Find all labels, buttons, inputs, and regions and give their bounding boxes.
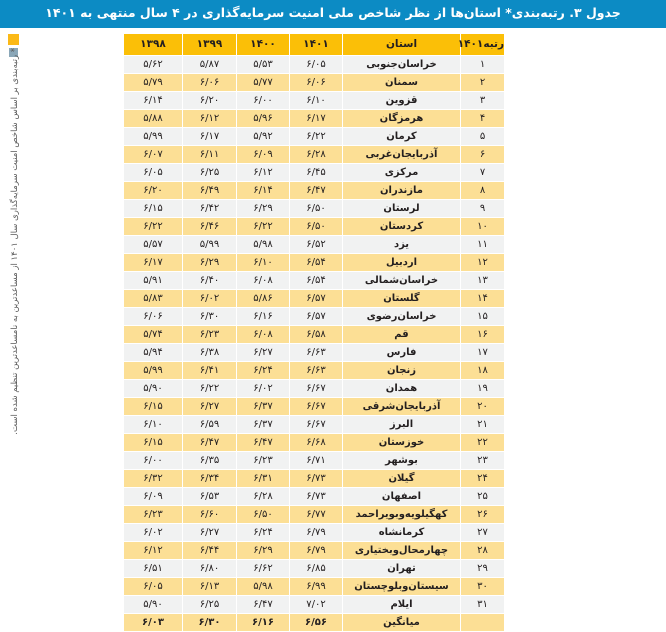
table-row xyxy=(124,146,504,163)
cell-province: مرکزی xyxy=(343,164,460,181)
column-header-1399: ۱۳۹۹ xyxy=(183,34,236,55)
cell-province: بوشهر xyxy=(343,452,460,469)
cell-value-1398: ۵/۹۰ xyxy=(124,596,182,613)
cell-province: کرمان xyxy=(343,128,460,145)
cell-value-1398: ۶/۱۲ xyxy=(124,542,182,559)
cell-value-1398: ۶/۲۰ xyxy=(124,182,182,199)
cell-value-1399: ۶/۲۷ xyxy=(183,398,236,415)
table-row xyxy=(124,434,504,451)
table-row xyxy=(124,110,504,127)
table-row xyxy=(124,272,504,289)
table-row xyxy=(124,488,504,505)
table-row-average xyxy=(124,614,504,631)
cell-value-1398: ۵/۹۹ xyxy=(124,362,182,379)
cell-value-1401: ۶/۰۶ xyxy=(290,74,342,91)
cell-value-1400: ۶/۳۷ xyxy=(237,416,289,433)
table-row xyxy=(124,182,504,199)
cell-province: خراسان‌شمالی xyxy=(343,272,460,289)
cell-rank: ۱۱ xyxy=(461,236,504,253)
cell-value-1400: ۵/۹۶ xyxy=(237,110,289,127)
cell-value-1399: ۶/۲۹ xyxy=(183,254,236,271)
cell-rank: ۱۹ xyxy=(461,380,504,397)
cell-rank: ۱۶ xyxy=(461,326,504,343)
table-row xyxy=(124,56,504,73)
cell-value-1400: ۶/۶۲ xyxy=(237,560,289,577)
cell-value-1401: ۶/۱۰ xyxy=(290,92,342,109)
cell-value-1399: ۶/۲۷ xyxy=(183,524,236,541)
cell-value-1398: ۶/۱۷ xyxy=(124,254,182,271)
cell-value-1398: ۶/۱۴ xyxy=(124,92,182,109)
cell-value-1401: ۶/۷۳ xyxy=(290,470,342,487)
cell-value-1400: ۵/۹۸ xyxy=(237,578,289,595)
cell-value-1398: ۶/۰۲ xyxy=(124,524,182,541)
table-row xyxy=(124,308,504,325)
cell-rank: ۲۲ xyxy=(461,434,504,451)
table-row xyxy=(124,596,504,613)
cell-value-1398: ۶/۲۳ xyxy=(124,506,182,523)
cell-value-1398: ۶/۱۵ xyxy=(124,398,182,415)
table-row xyxy=(124,578,504,595)
cell-province: اصفهان xyxy=(343,488,460,505)
cell-value-1399: ۶/۳۸ xyxy=(183,344,236,361)
cell-value-1398: ۵/۹۹ xyxy=(124,128,182,145)
table-row xyxy=(124,326,504,343)
cell-value-1399: ۶/۲۵ xyxy=(183,164,236,181)
cell-province: گیلان xyxy=(343,470,460,487)
cell-value-1398: ۶/۱۰ xyxy=(124,416,182,433)
cell-province: تهران xyxy=(343,560,460,577)
cell-value-1400: ۶/۲۴ xyxy=(237,362,289,379)
cell-value-1401: ۶/۵۲ xyxy=(290,236,342,253)
cell-value-1398: ۵/۹۴ xyxy=(124,344,182,361)
cell-value-1399: ۶/۱۲ xyxy=(183,110,236,127)
cell-value-1400: ۶/۲۳ xyxy=(237,452,289,469)
cell-value-1399: ۶/۲۵ xyxy=(183,596,236,613)
cell-province: زنجان xyxy=(343,362,460,379)
cell-value-1401: ۶/۰۵ xyxy=(290,56,342,73)
cell-province: خوزستان xyxy=(343,434,460,451)
cell-province: قم xyxy=(343,326,460,343)
cell-value-1399: ۶/۱۷ xyxy=(183,128,236,145)
cell-value-1398: ۵/۷۹ xyxy=(124,74,182,91)
cell-value-1400: ۶/۱۲ xyxy=(237,164,289,181)
cell-province: یزد xyxy=(343,236,460,253)
cell-rank: ۲ xyxy=(461,74,504,91)
cell-province: کردستان xyxy=(343,218,460,235)
cell-rank: ۱ xyxy=(461,56,504,73)
cell-value-1400: ۶/۰۲ xyxy=(237,380,289,397)
footnote-sidebar xyxy=(0,30,30,590)
cell-province: لرستان xyxy=(343,200,460,217)
table-row xyxy=(124,254,504,271)
column-header-1401: ۱۴۰۱ xyxy=(290,34,342,55)
cell-province: سمنان xyxy=(343,74,460,91)
cell-rank: ۲۹ xyxy=(461,560,504,577)
cell-value-1398: ۵/۹۱ xyxy=(124,272,182,289)
table-header xyxy=(124,34,504,55)
cell-value-1398: ۵/۸۳ xyxy=(124,290,182,307)
cell-province: فارس xyxy=(343,344,460,361)
cell-rank: ۲۶ xyxy=(461,506,504,523)
cell-province: آذربایجان‌شرقی xyxy=(343,398,460,415)
cell-rank: ۲۰ xyxy=(461,398,504,415)
column-header-rank: رتبه۱۴۰۱ xyxy=(461,34,504,55)
cell-value-1401: ۶/۲۲ xyxy=(290,128,342,145)
ranking-table xyxy=(123,33,505,632)
cell-value-1401: ۶/۶۷ xyxy=(290,380,342,397)
cell-rank: ۹ xyxy=(461,200,504,217)
cell-value-1398: ۶/۰۷ xyxy=(124,146,182,163)
cell-province: آذربایجان‌غربی xyxy=(343,146,460,163)
cell-value-1399: ۶/۳۰ xyxy=(183,308,236,325)
cell-province: قزوین xyxy=(343,92,460,109)
cell-value-1401: ۷/۰۲ xyxy=(290,596,342,613)
footnote-text: * رتبه‌بندی بر اساس شاخص امنیت سرمایه‌گذاری سال ۱۴۰۱ از مساعدترین به نامساعدترین تنظیم شده است. xyxy=(9,48,20,435)
cell-province: کرمانشاه xyxy=(343,524,460,541)
table-row xyxy=(124,416,504,433)
cell-value-1399: ۶/۵۹ xyxy=(183,416,236,433)
cell-value-1398: ۵/۷۴ xyxy=(124,326,182,343)
cell-province: خراسان‌جنوبی xyxy=(343,56,460,73)
table-row xyxy=(124,74,504,91)
cell-value-1398: ۵/۶۲ xyxy=(124,56,182,73)
cell-value-1400: ۶/۰۸ xyxy=(237,326,289,343)
cell-value-1401: ۶/۶۷ xyxy=(290,416,342,433)
cell-value-1401: ۶/۵۷ xyxy=(290,290,342,307)
page-title: جدول ۳. رتبه‌بندی* استان‌ها از نظر شاخص ملی امنیت سرمایه‌گذاری در ۴ سال منتهی به ۱۴۰۱ xyxy=(45,5,621,21)
cell-value-1399: ۶/۱۳ xyxy=(183,578,236,595)
column-header-1400: ۱۴۰۰ xyxy=(237,34,289,55)
cell-value-1400: ۶/۴۷ xyxy=(237,596,289,613)
cell-value-1400: ۶/۲۹ xyxy=(237,200,289,217)
square-marker-icon xyxy=(8,34,19,45)
cell-value-1399: ۶/۳۴ xyxy=(183,470,236,487)
cell-value-1401: ۶/۹۹ xyxy=(290,578,342,595)
cell-value-1398: ۵/۹۰ xyxy=(124,380,182,397)
cell-value-1399: ۶/۴۹ xyxy=(183,182,236,199)
cell-value-1401: ۶/۷۱ xyxy=(290,452,342,469)
cell-value-1398: ۶/۰۹ xyxy=(124,488,182,505)
cell-value-1399: ۶/۲۰ xyxy=(183,92,236,109)
cell-rank: ۳۰ xyxy=(461,578,504,595)
cell-value-1400: ۶/۰۰ xyxy=(237,92,289,109)
cell-value-1400: ۵/۹۸ xyxy=(237,236,289,253)
table-row xyxy=(124,506,504,523)
cell-rank: ۱۷ xyxy=(461,344,504,361)
cell-value-1399: ۶/۱۱ xyxy=(183,146,236,163)
cell-rank: ۲۳ xyxy=(461,452,504,469)
cell-value-1401: ۶/۵۸ xyxy=(290,326,342,343)
cell-province: خراسان‌رضوی xyxy=(343,308,460,325)
cell-rank: ۳ xyxy=(461,92,504,109)
cell-value-1400: ۶/۳۱ xyxy=(237,470,289,487)
cell-rank: ۱۵ xyxy=(461,308,504,325)
cell-value-1401: ۶/۷۹ xyxy=(290,542,342,559)
column-header-province: استان xyxy=(343,34,460,55)
cell-province: مازندران xyxy=(343,182,460,199)
cell-value-1399: ۶/۶۰ xyxy=(183,506,236,523)
cell-value-1398: ۵/۵۷ xyxy=(124,236,182,253)
cell-value-1401: ۶/۶۳ xyxy=(290,344,342,361)
cell-province: سیستان‌وبلوچستان xyxy=(343,578,460,595)
cell-average-rank xyxy=(461,614,504,631)
cell-province: کهگیلویه‌وبویراحمد xyxy=(343,506,460,523)
footnote-rotated-wrapper xyxy=(2,48,28,588)
cell-value-1400: ۶/۵۰ xyxy=(237,506,289,523)
cell-value-1398: ۶/۱۵ xyxy=(124,434,182,451)
table-row xyxy=(124,452,504,469)
cell-rank: ۲۷ xyxy=(461,524,504,541)
cell-value-1401: ۶/۸۵ xyxy=(290,560,342,577)
cell-rank: ۲۵ xyxy=(461,488,504,505)
cell-value-1400: ۶/۱۰ xyxy=(237,254,289,271)
cell-value-1401: ۶/۵۰ xyxy=(290,200,342,217)
cell-value-1400: ۶/۲۲ xyxy=(237,218,289,235)
cell-value-1399: ۶/۰۶ xyxy=(183,74,236,91)
cell-value-1401: ۶/۶۳ xyxy=(290,362,342,379)
table-row xyxy=(124,470,504,487)
table-row xyxy=(124,380,504,397)
table-row xyxy=(124,398,504,415)
cell-value-1400: ۶/۲۷ xyxy=(237,344,289,361)
cell-value-1401: ۶/۵۷ xyxy=(290,308,342,325)
cell-value-1401: ۶/۱۷ xyxy=(290,110,342,127)
cell-value-1400: ۶/۲۴ xyxy=(237,524,289,541)
cell-value-1400: ۶/۳۷ xyxy=(237,398,289,415)
table-row xyxy=(124,542,504,559)
cell-average-value-1400: ۶/۱۶ xyxy=(237,614,289,631)
table-body xyxy=(124,56,504,631)
cell-rank: ۱۴ xyxy=(461,290,504,307)
cell-province: همدان xyxy=(343,380,460,397)
cell-value-1398: ۶/۰۰ xyxy=(124,452,182,469)
cell-province: اردبیل xyxy=(343,254,460,271)
cell-value-1400: ۶/۱۶ xyxy=(237,308,289,325)
cell-value-1401: ۶/۷۳ xyxy=(290,488,342,505)
cell-rank: ۱۳ xyxy=(461,272,504,289)
cell-average-province: میانگین xyxy=(343,614,460,631)
table-row xyxy=(124,344,504,361)
cell-rank: ۱۲ xyxy=(461,254,504,271)
cell-rank: ۲۱ xyxy=(461,416,504,433)
cell-value-1399: ۶/۴۲ xyxy=(183,200,236,217)
cell-value-1398: ۶/۱۵ xyxy=(124,200,182,217)
cell-value-1399: ۵/۸۷ xyxy=(183,56,236,73)
cell-value-1401: ۶/۵۰ xyxy=(290,218,342,235)
cell-rank: ۸ xyxy=(461,182,504,199)
cell-rank: ۳۱ xyxy=(461,596,504,613)
table-row xyxy=(124,560,504,577)
cell-value-1398: ۶/۰۵ xyxy=(124,164,182,181)
cell-rank: ۲۸ xyxy=(461,542,504,559)
cell-value-1399: ۶/۴۱ xyxy=(183,362,236,379)
table-row xyxy=(124,164,504,181)
cell-value-1401: ۶/۶۷ xyxy=(290,398,342,415)
cell-value-1399: ۶/۳۵ xyxy=(183,452,236,469)
table-row xyxy=(124,92,504,109)
table-row xyxy=(124,128,504,145)
cell-value-1399: ۶/۴۷ xyxy=(183,434,236,451)
cell-value-1399: ۶/۰۲ xyxy=(183,290,236,307)
cell-value-1400: ۵/۷۷ xyxy=(237,74,289,91)
cell-average-value-1399: ۶/۳۰ xyxy=(183,614,236,631)
cell-value-1398: ۶/۳۲ xyxy=(124,470,182,487)
cell-rank: ۶ xyxy=(461,146,504,163)
table-row xyxy=(124,218,504,235)
table-row xyxy=(124,524,504,541)
table-header-row xyxy=(124,34,504,55)
column-header-1398: ۱۳۹۸ xyxy=(124,34,182,55)
cell-province: چهارمحال‌وبختیاری xyxy=(343,542,460,559)
table-row xyxy=(124,236,504,253)
table-row xyxy=(124,200,504,217)
cell-value-1399: ۶/۵۳ xyxy=(183,488,236,505)
cell-value-1398: ۶/۵۱ xyxy=(124,560,182,577)
cell-rank: ۵ xyxy=(461,128,504,145)
cell-province: ایلام xyxy=(343,596,460,613)
cell-value-1400: ۶/۰۹ xyxy=(237,146,289,163)
cell-rank: ۴ xyxy=(461,110,504,127)
cell-rank: ۲۴ xyxy=(461,470,504,487)
cell-value-1401: ۶/۴۵ xyxy=(290,164,342,181)
cell-value-1401: ۶/۷۷ xyxy=(290,506,342,523)
cell-rank: ۱۰ xyxy=(461,218,504,235)
table-row xyxy=(124,362,504,379)
cell-value-1398: ۵/۸۸ xyxy=(124,110,182,127)
table-title-bar xyxy=(0,0,666,28)
cell-value-1400: ۶/۴۷ xyxy=(237,434,289,451)
cell-average-value-1401: ۶/۵۶ xyxy=(290,614,342,631)
cell-value-1401: ۶/۴۷ xyxy=(290,182,342,199)
cell-value-1399: ۶/۴۴ xyxy=(183,542,236,559)
ranking-table-wrapper xyxy=(130,33,505,632)
cell-province: گلستان xyxy=(343,290,460,307)
cell-value-1399: ۶/۸۰ xyxy=(183,560,236,577)
cell-value-1400: ۶/۱۴ xyxy=(237,182,289,199)
cell-value-1399: ۵/۹۹ xyxy=(183,236,236,253)
cell-value-1399: ۶/۲۲ xyxy=(183,380,236,397)
cell-value-1399: ۶/۲۳ xyxy=(183,326,236,343)
cell-value-1400: ۵/۸۶ xyxy=(237,290,289,307)
cell-value-1400: ۶/۰۸ xyxy=(237,272,289,289)
cell-value-1400: ۵/۹۲ xyxy=(237,128,289,145)
cell-value-1400: ۶/۲۹ xyxy=(237,542,289,559)
table-row xyxy=(124,290,504,307)
cell-value-1398: ۶/۰۶ xyxy=(124,308,182,325)
cell-average-value-1398: ۶/۰۳ xyxy=(124,614,182,631)
cell-value-1401: ۶/۶۸ xyxy=(290,434,342,451)
cell-value-1398: ۶/۲۲ xyxy=(124,218,182,235)
cell-province: هرمزگان xyxy=(343,110,460,127)
cell-value-1400: ۵/۵۳ xyxy=(237,56,289,73)
cell-value-1400: ۶/۲۸ xyxy=(237,488,289,505)
cell-value-1398: ۶/۰۵ xyxy=(124,578,182,595)
cell-value-1401: ۶/۵۴ xyxy=(290,254,342,271)
cell-value-1401: ۶/۲۸ xyxy=(290,146,342,163)
cell-value-1399: ۶/۴۶ xyxy=(183,218,236,235)
cell-value-1399: ۶/۴۰ xyxy=(183,272,236,289)
cell-value-1401: ۶/۵۴ xyxy=(290,272,342,289)
cell-value-1401: ۶/۷۹ xyxy=(290,524,342,541)
cell-rank: ۷ xyxy=(461,164,504,181)
cell-province: البرز xyxy=(343,416,460,433)
cell-rank: ۱۸ xyxy=(461,362,504,379)
